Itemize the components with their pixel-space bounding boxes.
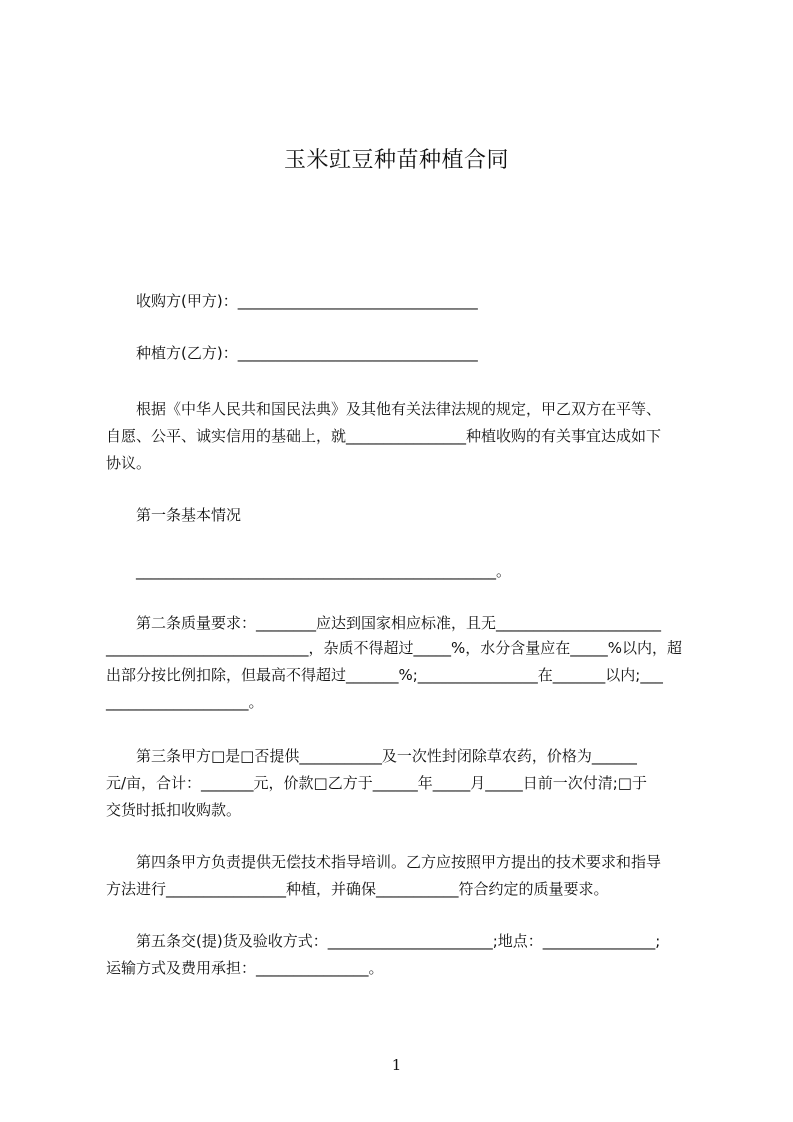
article-3-line-3: 交货时抵扣收购款。	[106, 801, 242, 819]
article-2-line-3: 出部分按比例扣除，但最高不得超过_______%;________________在_______以内;___	[106, 666, 663, 684]
article-2-line-1: 第二条质量要求：________应达到国家相应标准，且无______________________	[136, 614, 662, 632]
article-2-line-2: ___________________________，杂质不得超过_____%，水分含量应在_____%以内，超	[106, 639, 683, 657]
article-4-line-2: 方法进行________________种植，并确保___________符合约定的质量要求。	[106, 880, 609, 898]
article-1-heading: 第一条基本情况	[136, 506, 242, 524]
preamble-line-1: 根据《中华人民共和国民法典》及其他有关法律法规的规定，甲乙双方在平等、	[136, 400, 662, 418]
article-1-blank-line: ________________________________________________。	[136, 562, 512, 580]
buyer-party-line: 收购方(甲方)：________________________________	[136, 292, 478, 310]
preamble-line-3: 协议。	[106, 454, 152, 472]
article-3-line-2: 元/亩，合计：_______元，价款□乙方于______年_____月_____日前一次付清;□于	[106, 774, 647, 792]
article-2-line-4: ___________________。	[106, 693, 264, 711]
article-5-line-2: 运输方式及费用承担：_______________。	[106, 959, 384, 977]
page-number: 1	[391, 1056, 402, 1074]
article-3-line-1: 第三条甲方□是□否提供___________及一次性封闭除草农药，价格为______	[136, 747, 637, 765]
article-4-line-1: 第四条甲方负责提供无偿技术指导培训。乙方应按照甲方提出的技术要求和指导	[136, 853, 662, 871]
article-5-line-1: 第五条交(提)货及验收方式：______________________;地点：_______________;	[136, 932, 661, 950]
preamble-line-2: 自愿、公平、诚实信用的基础上，就________________种植收购的有关事宜达成如下	[106, 427, 662, 445]
document-title: 玉米豇豆种苗种植合同	[283, 148, 509, 173]
grower-party-line: 种植方(乙方)：________________________________	[136, 344, 478, 362]
